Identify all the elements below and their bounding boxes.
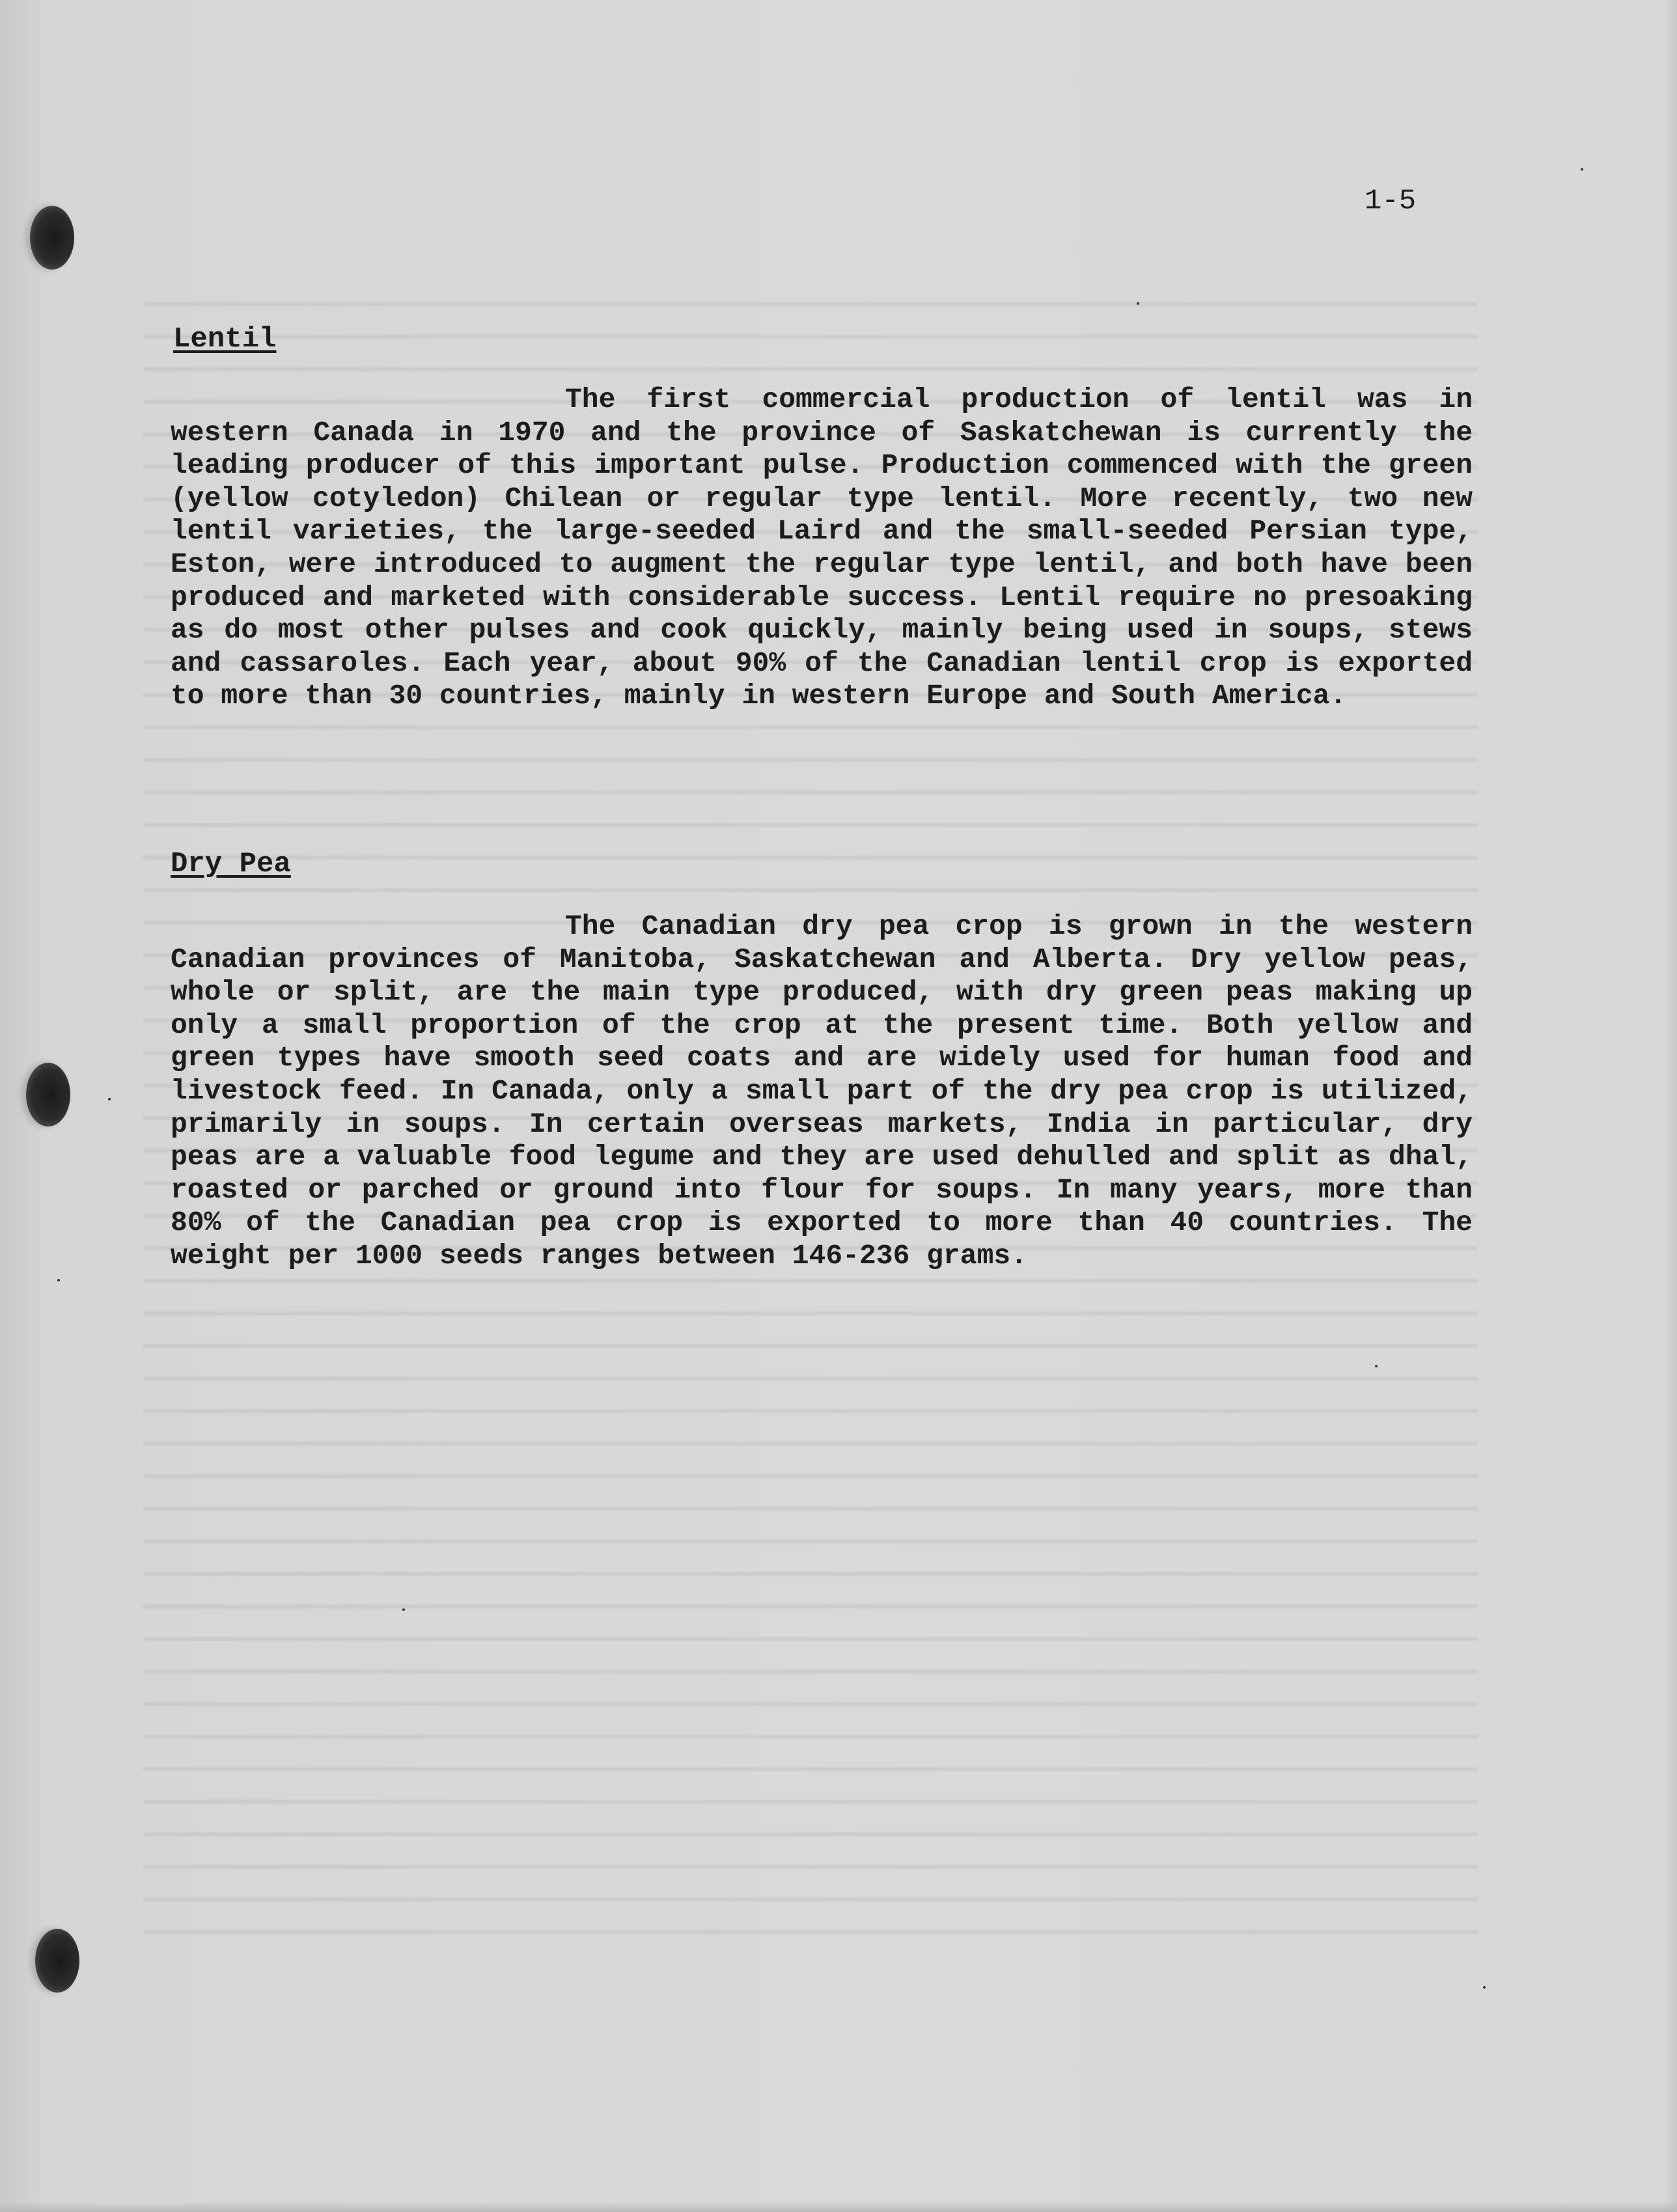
section-heading-lentil: Lentil (173, 323, 277, 356)
scan-speck (1137, 302, 1139, 305)
page-number: 1-5 (1365, 185, 1417, 217)
scan-speck (1375, 1365, 1378, 1367)
section-body-dry-pea: The Canadian dry pea crop is grown in the western Canadian provinces of Manitoba, Saskatchewan and Alberta. Dry yellow peas, whole or split, are the main type produced, with dry green peas making up only a small proportion of the crop at the present time. Both yellow and green types have smooth seed coats and are widely used for human food and livestock feed. In Canada, only a small part of the dry pea crop is utilized, primarily in soups. In certain overseas markets, India in particular, dry peas are a valuable food legume and they are used dehulled and split as dhal, roasted or parched or ground into flour for soups. In many years, more than 80% of the Canadian pea crop is exported to more than 40 countries. The weight per 1000 seeds ranges between 146-236 grams. (171, 910, 1473, 1272)
scan-speck (1581, 168, 1583, 171)
binder-hole-middle (26, 1063, 70, 1127)
page-edge-bottom (0, 2202, 1677, 2212)
binder-hole-bottom (35, 1929, 79, 1993)
scan-speck (1483, 1986, 1486, 1989)
scan-speck (57, 1279, 60, 1281)
page-edge (1663, 0, 1677, 2212)
scan-speck (108, 1098, 111, 1100)
binder-hole-top (30, 206, 74, 270)
section-heading-dry-pea: Dry Pea (171, 848, 291, 880)
section-body-lentil: The first commercial production of lentil was in western Canada in 1970 and the province of Saskatchewan is currently the leading producer of this important pulse. Production commenced with the green (yellow cotyledon) Chilean or regular type lentil. More recently, two new lentil varieties, the large-seeded Laird and the small-seeded Persian type, Eston, were introduced to augment the regular type lentil, and both have been produced and marketed with considerable success. Lentil require no presoaking as do most other pulses and cook quickly, mainly being used in soups, stews and cassaroles. Each year, about 90% of the Canadian lentil crop is exported to more than 30 countries, mainly in western Europe and South America. (171, 384, 1473, 712)
scan-speck (402, 1608, 405, 1611)
